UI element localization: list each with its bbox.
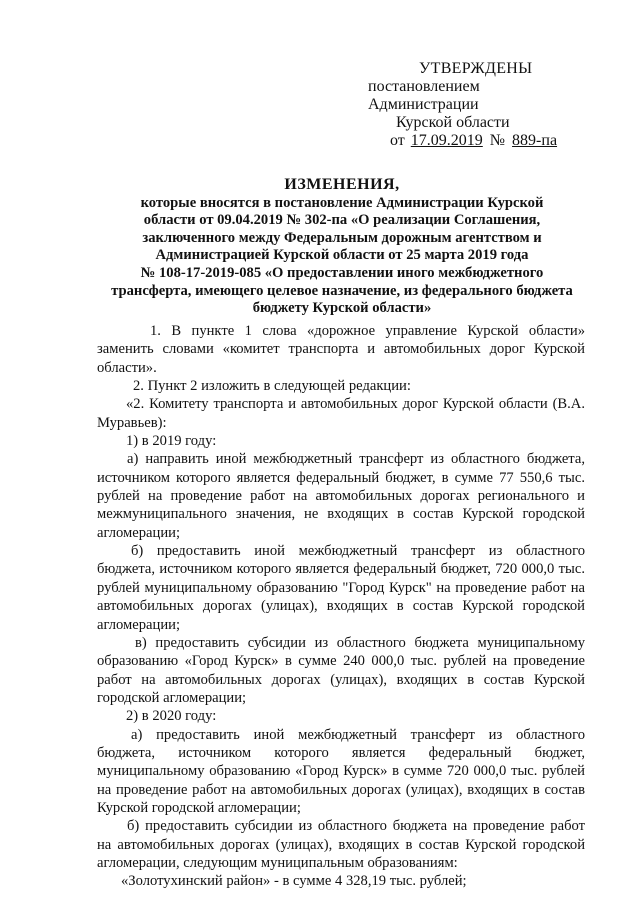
title-line: области от 09.04.2019 № 302-па «О реализации Соглашения, [143, 212, 541, 229]
title-line: № 108-17-2019-085 «О предоставлении иного межбюджетного [140, 264, 544, 281]
approval-date-prefix: от [390, 132, 405, 149]
paragraph-2019-v: в) предоставить субсидии из областного бюджета муниципальному образованию «Город Курск» в сумме 240 000,0 тыс. рублей на проведение работ на автомобильных дорогах (улицах), входящих в состав Курской городской агломерации; [97, 634, 585, 706]
paragraph-2: 2. Пункт 2 изложить в следующей редакции: [133, 378, 411, 395]
title-line: заключенного между Федеральным дорожным агентством и [142, 229, 542, 246]
title-line: Администрацией Курской области от 25 марта 2019 года [155, 247, 529, 264]
approval-date: 17.09.2019 [410, 132, 483, 149]
document-title [96, 176, 588, 318]
document-body [97, 322, 585, 891]
approval-region: Курской области [396, 114, 510, 131]
paragraph-2019-a: а) направить иной межбюджетный трансферт из областного бюджета, источником которого является федеральный бюджет, в сумме 77 550,6 тыс. рублей на проведение работ на автомобильных дорогах регионального и межмуниципального значения, не входящих в состав Курской городской агломерации; [97, 451, 585, 541]
title-line: трансферта, имеющего целевое назначение, из федерального бюджета [111, 282, 573, 299]
subitem-2020: 2) в 2020 году: [126, 708, 217, 725]
approval-number: 889-па [512, 132, 558, 149]
paragraph-2020-a: а) предоставить иной межбюджетный трансферт из областного бюджета, источником которого является федеральный бюджет, муниципальному образованию «Город Курск» в сумме 720 000,0 тыс. рублей на проведение работ на автомобильных дорогах (улицах), входящих в состав Курской городской агломерации; [97, 726, 585, 816]
approval-issuer: постановлением Администрации [368, 78, 480, 113]
paragraph-zolotukhinsky: «Золотухинский район» - в сумме 4 328,19 тыс. рублей; [121, 873, 467, 890]
title-line: бюджету Курской области» [252, 300, 432, 317]
paragraph-2020-b: б) предоставить субсидии из областного бюджета на проведение работ на автомобильных дорогах (улицах), входящих в состав Курской городской агломерации, следующим муниципальным образованиям: [97, 818, 585, 871]
subitem-2019: 1) в 2019 году: [126, 433, 217, 450]
paragraph-3: «2. Комитету транспорта и автомобильных дорог Курской области (В.А. Муравьев): [97, 396, 585, 431]
paragraph-1: 1. В пункте 1 слова «дорожное управление Курской области» заменить словами «комитет транспорта и автомобильных дорог Курской области». [97, 323, 585, 376]
title-line: которые вносятся в постановление Администрации Курской [140, 194, 544, 211]
approval-date-number [390, 132, 569, 150]
approval-stamp [369, 60, 569, 150]
approval-heading: УТВЕРЖДЕНЫ [419, 60, 533, 77]
paragraph-2019-b: б) предоставить иной межбюджетный трансферт из областного бюджета, источником которого является федеральный бюджет, 720 000,0 тыс. рублей муниципальному образованию "Город Курск" на проведение работ на автомобильных дорогах (улицах), входящих в состав Курской городской агломерации; [97, 543, 585, 633]
title-heading: ИЗМЕНЕНИЯ, [284, 176, 400, 193]
approval-number-sign: № [489, 132, 506, 149]
